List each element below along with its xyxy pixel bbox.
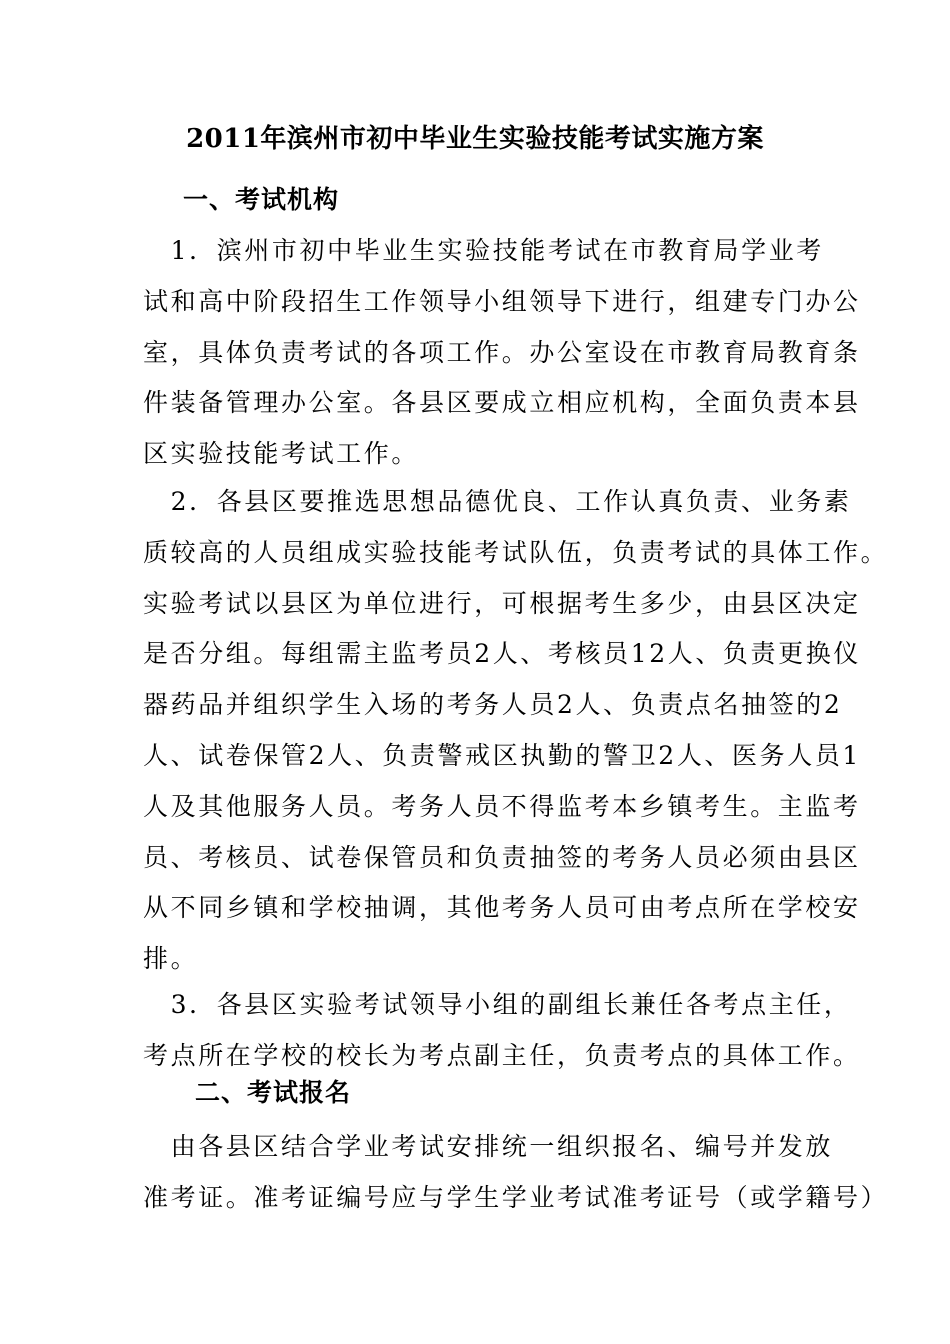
paragraph-line: 人及其他服务人员。考务人员不得监考本乡镇考生。主监考 xyxy=(143,791,861,821)
paragraph-4 xyxy=(143,1122,889,1224)
paragraph-line: 由各县区结合学业考试安排统一组织报名、编号并发放 xyxy=(143,1132,834,1161)
paragraph-line: 件装备管理办公室。各县区要成立相应机构，全面负责本县 xyxy=(143,388,861,418)
paragraph-line: 1．滨州市初中毕业生实验技能考试在市教育局学业考 xyxy=(143,236,824,265)
paragraph-line: 2．各县区要推选思想品德优良、工作认真负责、业务素 xyxy=(143,487,852,516)
paragraph-line: 考点所在学校的校长为考点副主任，负责考点的具体工作。 xyxy=(143,1040,861,1070)
paragraph-1 xyxy=(143,226,861,480)
paragraph-line: 排。 xyxy=(143,944,199,974)
paragraph-line: 员、考核员、试卷保管员和负责抽签的考务人员必须由县区 xyxy=(143,842,861,872)
paragraph-line: 区实验技能考试工作。 xyxy=(143,439,420,469)
paragraph-3 xyxy=(143,980,861,1082)
paragraph-line: 实验考试以县区为单位进行，可根据考生多少，由县区决定 xyxy=(143,588,861,618)
paragraph-line: 3．各县区实验考试领导小组的副组长兼任各考点主任， xyxy=(143,990,852,1019)
paragraph-line: 准考证。准考证编号应与学生学业考试准考证号（或学籍号） xyxy=(143,1182,889,1212)
section-heading-exam-organization: 一、考试机构 xyxy=(183,185,340,214)
section-heading-exam-registration: 二、考试报名 xyxy=(195,1078,352,1107)
paragraph-line: 试和高中阶段招生工作领导小组领导下进行，组建专门办公 xyxy=(143,286,861,316)
paragraph-line: 器药品并组织学生入场的考务人员2人、负责点名抽签的2 xyxy=(143,690,843,720)
document-title: 2011年滨州市初中毕业生实验技能考试实施方案 xyxy=(186,124,764,154)
paragraph-2 xyxy=(143,477,889,985)
paragraph-line: 质较高的人员组成实验技能考试队伍，负责考试的具体工作。 xyxy=(143,537,889,567)
paragraph-line: 人、试卷保管2人、负责警戒区执勤的警卫2人、医务人员1 xyxy=(143,740,861,770)
paragraph-line: 从不同乡镇和学校抽调，其他考务人员可由考点所在学校安 xyxy=(143,893,861,923)
paragraph-line: 是否分组。每组需主监考员2人、考核员12人、负责更换仪 xyxy=(143,639,861,669)
paragraph-line: 室，具体负责考试的各项工作。办公室设在市教育局教育条 xyxy=(143,337,861,367)
